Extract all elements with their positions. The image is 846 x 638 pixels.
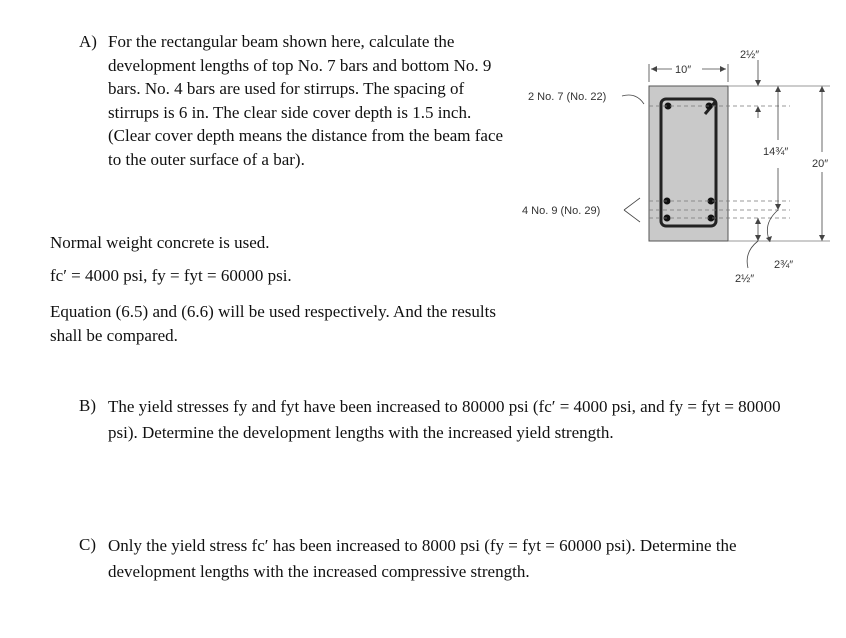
- stirrup: [661, 99, 716, 226]
- total-depth-dimension: 20″: [812, 158, 829, 170]
- stirrup-hook: [705, 101, 716, 114]
- question-c-label: C): [79, 535, 96, 554]
- material-properties: fc′ = 4000 psi, fy = fyt = 60000 psi.: [50, 266, 292, 285]
- bottom-bar: [664, 198, 671, 205]
- question-c-text: Only the yield stress fc′ has been increased to 8000 psi (fy = fyt = 60000 psi). Determine the development lengths with the increased compressive strength.: [108, 536, 737, 581]
- top-bar: [706, 103, 713, 110]
- bottom-cover-right: 2¾″: [774, 259, 794, 271]
- bottom-bars-label: 4 No. 9 (No. 29): [522, 205, 601, 217]
- question-a-label: A): [79, 32, 97, 51]
- bottom-cover-left: 2½″: [735, 273, 755, 285]
- top-bar: [665, 103, 672, 110]
- question-b-label: B): [79, 396, 96, 415]
- normal-weight-note: Normal weight concrete is used.: [50, 233, 270, 252]
- bottom-bar: [708, 198, 715, 205]
- top-bars-label: 2 No. 7 (No. 22): [528, 91, 607, 103]
- question-a-text: For the rectangular beam shown here, calculate the development lengths of top No. 7 bars and bottom No. 9 bars. No. 4 bars are used for stirrups. The spacing of stirrups is 6 in. The clear side cover depth is 1.5 inch. (Clear cover depth means the distance from the beam face to the outer surface of a bar).: [108, 32, 504, 169]
- question-b-text: The yield stresses fy and fyt have been increased to 80000 psi (fc′ = 4000 psi, and fy = fyt = 80000 psi). Determine the development lengths with the increased yield strength.: [108, 397, 781, 442]
- equations-note: Equation (6.5) and (6.6) will be used respectively. And the results shall be compared.: [50, 302, 496, 345]
- top-cover-dimension: 2½″: [740, 49, 760, 61]
- beam-section: [649, 86, 728, 241]
- depth-dimension: 14¾″: [763, 146, 789, 158]
- bottom-bar: [664, 215, 671, 222]
- bottom-bar: [708, 215, 715, 222]
- width-dimension: 10″: [675, 64, 692, 76]
